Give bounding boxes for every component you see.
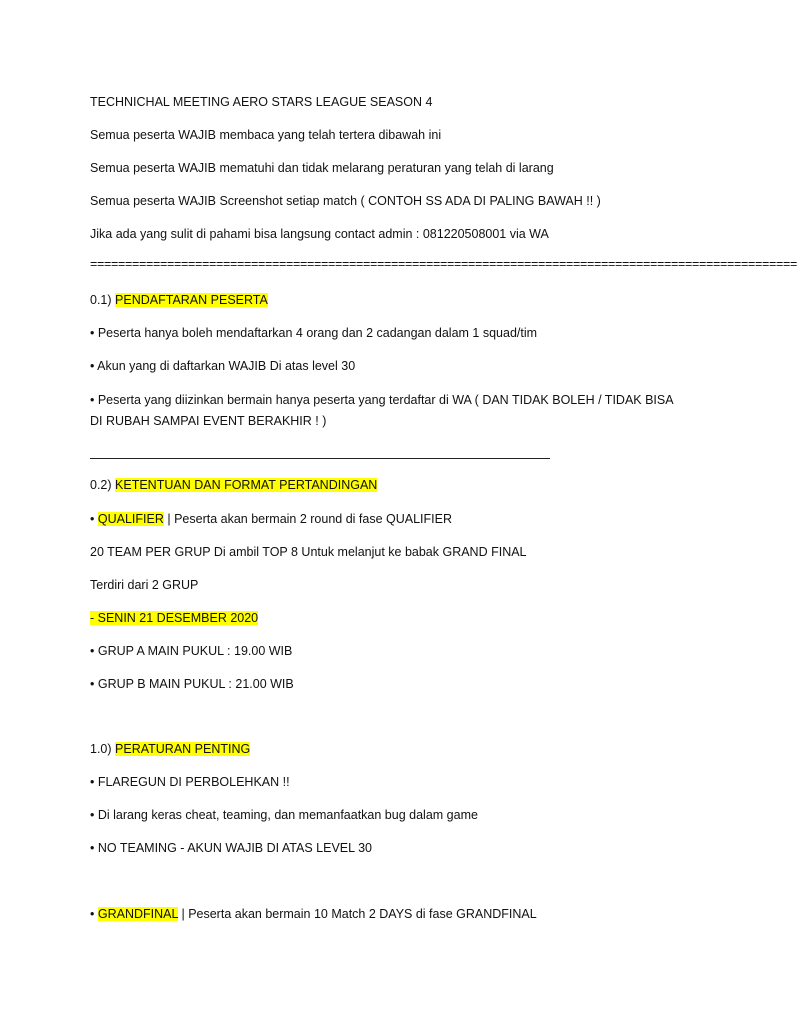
grandfinal-text: | Peserta akan bermain 10 Match 2 DAYS di fase GRANDFINAL [181, 907, 537, 921]
grandfinal-line [90, 906, 537, 922]
list-item: • NO TEAMING - AKUN WAJIB DI ATAS LEVEL 30 [90, 841, 372, 855]
schedule-item: • GRUP A MAIN PUKUL : 19.00 WIB [90, 644, 293, 658]
equals-divider: ===================================================================================================== [90, 257, 797, 271]
list-item: • Akun yang di daftarkan WAJIB Di atas level 30 [90, 359, 356, 373]
date-highlight: - SENIN 21 DESEMBER 2020 [90, 611, 259, 625]
schedule-item: • GRUP B MAIN PUKUL : 21.00 WIB [90, 677, 294, 691]
intro-line: Semua peserta WAJIB membaca yang telah tertera dibawah ini [90, 128, 442, 142]
grandfinal-label-highlight: GRANDFINAL [97, 907, 178, 921]
list-item: • Di larang keras cheat, teaming, dan memanfaatkan bug dalam game [90, 808, 478, 822]
paragraph-line: Terdiri dari 2 GRUP [90, 578, 199, 592]
section-heading [90, 741, 250, 757]
section-number: 1.0) [90, 742, 112, 756]
intro-line: Semua peserta WAJIB mematuhi dan tidak melarang peraturan yang telah di larang [90, 161, 554, 175]
section-title-highlight: PERATURAN PENTING [115, 742, 251, 756]
paragraph-line: 20 TEAM PER GRUP Di ambil TOP 8 Untuk melanjut ke babak GRAND FINAL [90, 545, 527, 559]
section-number: 0.2) [90, 478, 112, 492]
section-title-highlight: KETENTUAN DAN FORMAT PERTANDINGAN [115, 478, 378, 492]
date-line [90, 610, 258, 626]
qualifier-text: | Peserta akan bermain 2 round di fase QUALIFIER [167, 512, 452, 526]
section-heading [90, 292, 268, 308]
bullet: • [90, 512, 95, 526]
document-title: TECHNICHAL MEETING AERO STARS LEAGUE SEASON 4 [90, 95, 433, 109]
section-number: 0.1) [90, 293, 112, 307]
qualifier-line [90, 511, 452, 527]
intro-line: Semua peserta WAJIB Screenshot setiap match ( CONTOH SS ADA DI PALING BAWAH !! ) [90, 194, 601, 208]
list-item-continuation: DI RUBAH SAMPAI EVENT BERAKHIR ! ) [90, 414, 327, 428]
list-item: • FLAREGUN DI PERBOLEHKAN !! [90, 775, 290, 789]
bullet: • [90, 907, 95, 921]
intro-line: Jika ada yang sulit di pahami bisa langsung contact admin : 081220508001 via WA [90, 227, 549, 241]
list-item: • Peserta yang diizinkan bermain hanya peserta yang terdaftar di WA ( DAN TIDAK BOLEH / TIDAK BISA [90, 393, 674, 407]
section-title-highlight: PENDAFTARAN PESERTA [115, 293, 268, 307]
qualifier-label-highlight: QUALIFIER [97, 512, 164, 526]
list-item: • Peserta hanya boleh mendaftarkan 4 orang dan 2 cadangan dalam 1 squad/tim [90, 326, 538, 340]
underscore-divider [90, 458, 550, 459]
section-heading [90, 477, 377, 493]
